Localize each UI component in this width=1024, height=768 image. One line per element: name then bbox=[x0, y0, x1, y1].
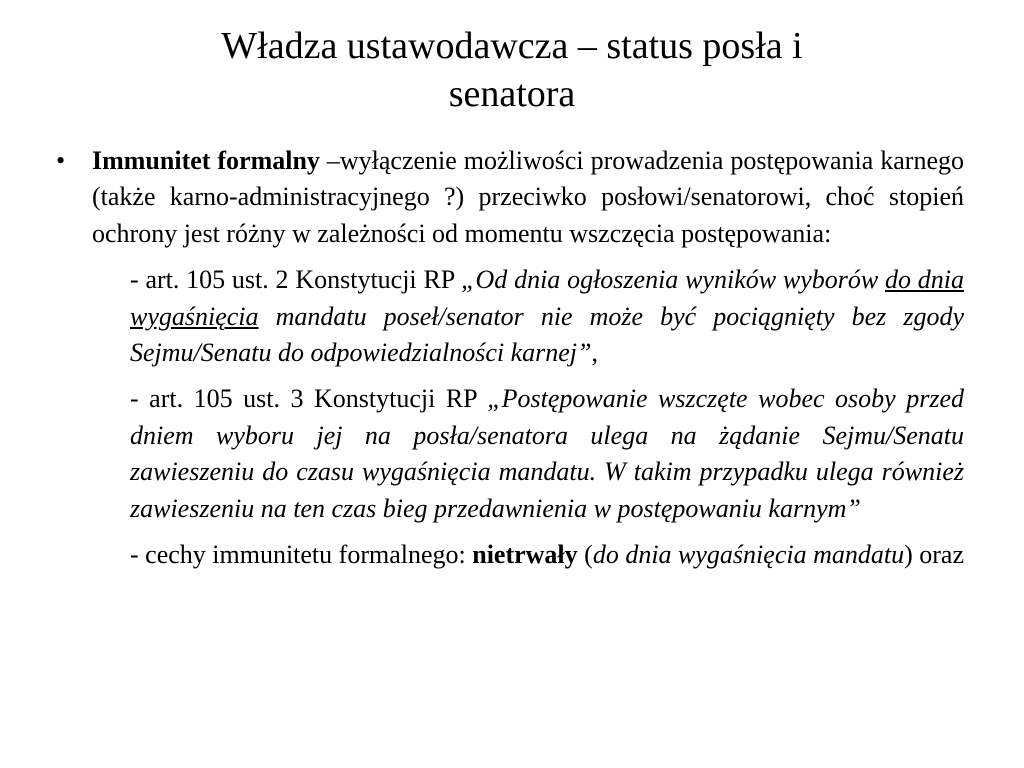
sub1-quote-a: „Od dnia ogłoszenia wyników wyborów bbox=[461, 265, 885, 295]
sub3-bold: nietrwały bbox=[472, 540, 578, 570]
slide-body bbox=[54, 143, 964, 573]
sub-paragraph-1 bbox=[130, 262, 964, 371]
sub-paragraph-3 bbox=[130, 537, 964, 573]
sub3-close: ) oraz bbox=[904, 540, 964, 570]
bullet-term: Immunitet formalny bbox=[92, 146, 320, 175]
sub1-tail: , bbox=[591, 338, 598, 368]
bullet-text: –wyłączenie możliwości prowadzenia postępowania karnego (także karno-administracyjnego ?) przeciwko posłowi/senatorowi, choć stopień ochrony jest różny w zależności od momentu wszczęcia postępowania: bbox=[92, 146, 965, 248]
title-line-1: Władza ustawodawcza – status posła i bbox=[221, 25, 803, 67]
sub2-lead: - art. 105 ust. 3 Konstytucji RP bbox=[130, 384, 488, 414]
sub3-open-paren: ( bbox=[577, 540, 593, 570]
bullet-paragraph bbox=[92, 143, 964, 252]
sub1-quote-b: mandatu poseł/senator nie może być pociągnięty bez zgody Sejmu/Senatu do odpowiedzialności karnej” bbox=[130, 301, 964, 368]
sub-paragraph-2 bbox=[130, 381, 964, 527]
sub1-quote-underlined: do dnia wygaśnięcia bbox=[130, 265, 964, 331]
bullet-icon: • bbox=[56, 146, 66, 175]
bullet-item bbox=[54, 143, 964, 573]
sub2-quote: „Postępowanie wszczęte wobec osoby przed dniem wyboru jej na posła/senatora ulega na żądanie Sejmu/Senatu zawieszeniu do czasu wygaśnięcia mandatu. W takim przypadku ulega również zawieszeniu na ten czas bieg przedawnienia w postępowaniu karnym” bbox=[130, 384, 964, 523]
sub3-italic: do dnia wygaśnięcia mandatu bbox=[592, 540, 905, 570]
sub1-lead: - art. 105 ust. 2 Konstytucji RP bbox=[130, 265, 462, 295]
slide-title bbox=[150, 22, 874, 118]
title-line-2: senatora bbox=[448, 73, 576, 115]
sub3-lead: - cechy immunitetu formalnego: bbox=[130, 540, 473, 570]
